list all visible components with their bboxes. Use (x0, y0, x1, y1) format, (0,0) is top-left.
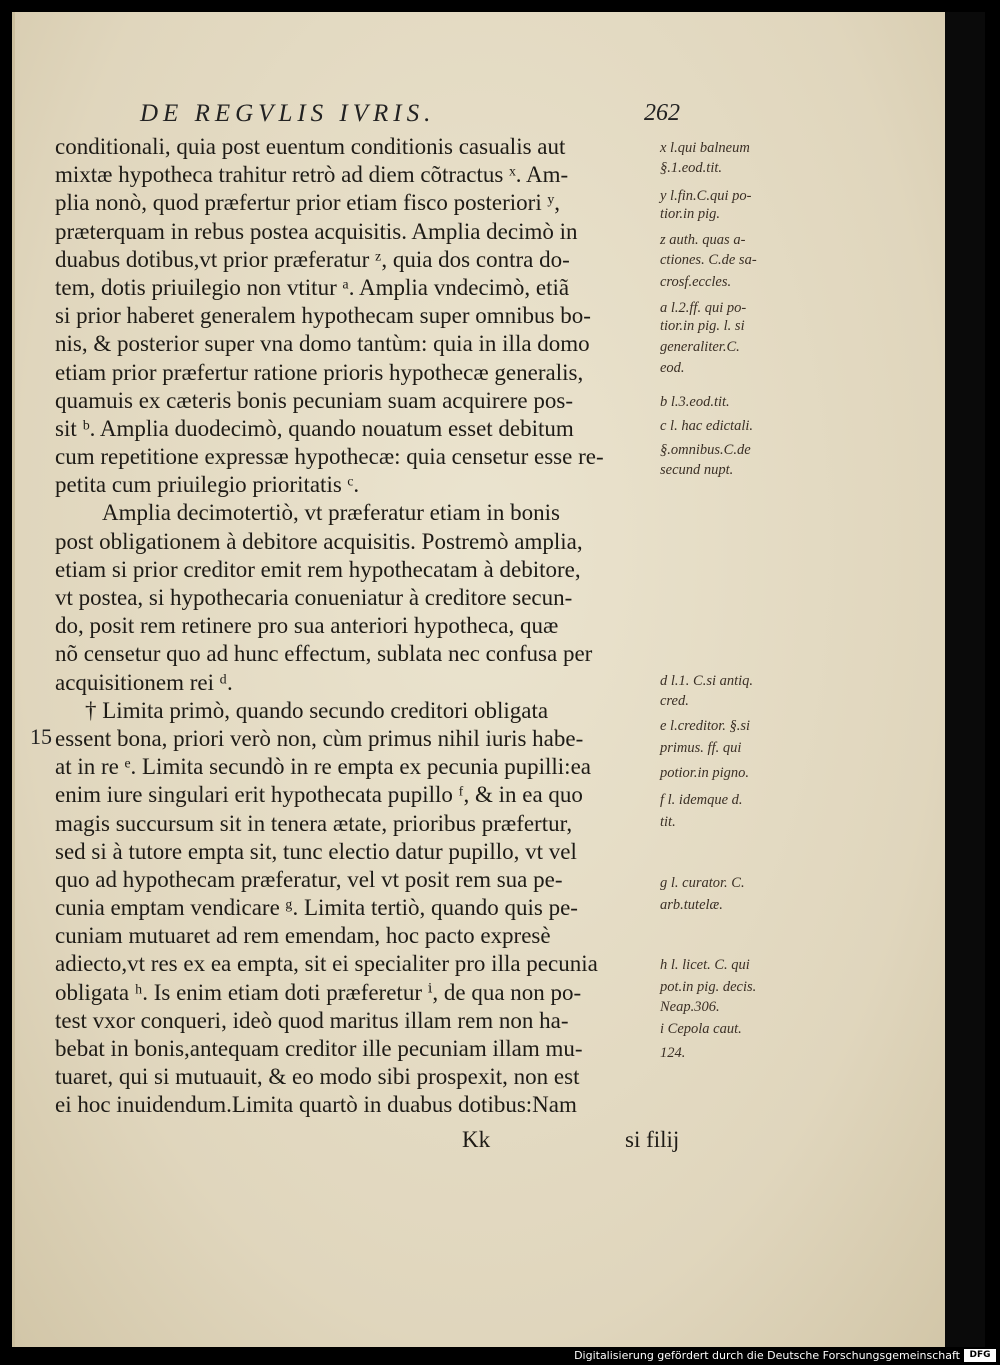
text-line: test vxor conqueri, ideò quod maritus illam rem non ha- (55, 1007, 569, 1033)
text-line: † Limita primò, quando secundo creditori obligata (85, 697, 549, 723)
margin-note: generaliter.C. (660, 339, 740, 355)
text-line: at in re ᵉ. Limita secundò in re empta ex pecunia pupilli:ea (55, 754, 591, 780)
text-line: nõ censetur quo ad hunc effectum, sublata nec confusa per (55, 641, 593, 667)
text-line: post obligationem à debitore acquisitis. Postremò amplia, (55, 528, 583, 554)
text-line: cunia emptam vendicare ᵍ. Limita tertiò, quando quis pe- (55, 895, 578, 921)
text-line: petita cum priuilegio prioritatis ᶜ. (55, 472, 360, 498)
margin-note: cred. (660, 693, 689, 709)
margin-note: potior.in pigno. (660, 765, 750, 781)
margin-note: ctiones. C.de sa- (660, 252, 757, 268)
text-line: acquisitionem rei ᵈ. (55, 669, 233, 695)
margin-note: i Cepola caut. (660, 1021, 742, 1037)
text-line: sit ᵇ. Amplia duodecimò, quando nouatum esset debitum (55, 415, 574, 441)
text-line: etiam si prior creditor emit rem hypothecatam à debitore, (55, 556, 581, 582)
text-line: quo ad hypothecam præferatur, vel vt posit rem sua pe- (55, 866, 563, 892)
margin-note: arb.tutelæ. (660, 897, 723, 913)
text-line: adiecto,vt res ex ea empta, sit ei specialiter pro illa pecunia (55, 951, 598, 977)
text-line: ei hoc inuidendum.Limita quartò in duabus dotibus:Nam (55, 1092, 577, 1118)
text-line: quamuis ex cæteris bonis pecuniam suam acquirere pos- (55, 387, 573, 413)
text-line: vt postea, si hypothecaria conueniatur à creditore secun- (55, 585, 573, 610)
text-line: si prior haberet generalem hypothecam super omnibus bo- (55, 303, 591, 329)
margin-note: 124. (660, 1045, 686, 1061)
margin-note: b l.3.eod.tit. (660, 394, 730, 410)
margin-note: secund nupt. (660, 462, 734, 478)
margin-note: primus. ff. qui (660, 740, 742, 756)
margin-note: tit. (660, 814, 676, 830)
margin-note: d l.1. C.si antiq. (660, 673, 754, 689)
text-line: do, posit rem retinere pro sua anteriori hypotheca, quæ (55, 613, 559, 639)
text-line: cuniam mutuaret ad rem emendam, hoc pacto expresè (55, 923, 551, 949)
text-line: sed si à tutore empta sit, tunc electio datur pupillo, vt vel (55, 838, 577, 864)
margin-note: z auth. quas a- (660, 232, 746, 248)
text-line: obligata ʰ. Is enim etiam doti præferetur ⁱ, de qua non po- (55, 979, 582, 1005)
margin-note: e l.creditor. §.si (660, 718, 751, 734)
text-line: magis succursum sit in tenera ætate, prioribus præfertur, (55, 810, 573, 836)
running-title: DE REGVLIS IVRIS. (140, 100, 436, 127)
text-line: tem, dotis priuilegio non vtitur ᵃ. Amplia vndecimò, etiã (55, 274, 570, 300)
text-line: mixtæ hypotheca trahitur retrò ad diem cõtractus ˣ. Am- (55, 162, 569, 188)
margin-note: g l. curator. C. (660, 875, 745, 891)
margin-note: f l. idemque d. (660, 792, 743, 808)
running-header (140, 100, 680, 136)
section-marker: 15 (30, 724, 52, 749)
text-line: conditionali, quia post euentum conditionis casualis aut (55, 134, 566, 159)
margin-note: eod. (660, 360, 685, 376)
margin-note: tior.in pig. l. si (660, 318, 745, 334)
text-line: nis, & posterior super vna domo tantùm: quia in illa domo (55, 331, 590, 357)
catchword: si filij (625, 1127, 680, 1152)
margin-note: pot.in pig. decis. (660, 979, 757, 995)
margin-note: §.omnibus.C.de (660, 442, 751, 458)
text-line: Amplia decimotertiò, vt præferatur etiam in bonis (102, 500, 560, 526)
margin-note: tior.in pig. (660, 206, 721, 222)
margin-note: §.1.eod.tit. (660, 160, 723, 176)
margin-note: y l.fin.C.qui po- (660, 188, 752, 204)
body-text (55, 133, 695, 1120)
margin-note: c l. hac edictali. (660, 418, 754, 434)
margin-note: crosf.eccles. (660, 274, 732, 290)
text-line: duabus dotibus,vt prior præferatur ᶻ, quia dos contra do- (55, 246, 570, 272)
text-line: cum repetitione expressæ hypothecæ: quia censetur esse re- (55, 444, 604, 470)
margin-note: x l.qui balneum (660, 140, 750, 156)
text-line: essent bona, priori verò non, cùm primus nihil iuris habe- (55, 725, 584, 751)
text-line: præterquam in rebus postea acquisitis. Amplia decimò in (55, 218, 578, 244)
dfg-logo: DFG (964, 1349, 996, 1362)
margin-note: a l.2.ff. qui po- (660, 300, 747, 316)
text-line: tuaret, qui si mutuauit, & eo modo sibi prospexit, non est (55, 1064, 580, 1090)
text-line: plia nonò, quod præfertur prior etiam fisco posteriori ʸ, (55, 190, 561, 216)
funding-credit: Digitalisierung gefördert durch die Deutsche Forschungsgemeinschaft (574, 1349, 960, 1362)
margin-note: h l. licet. C. qui (660, 957, 750, 973)
text-line: bebat in bonis,antequam creditor ille pecuniam illam mu- (55, 1036, 583, 1061)
scan-border (945, 12, 985, 1347)
text-line: enim iure singulari erit hypothecata pupillo ᶠ, & in ea quo (55, 782, 583, 808)
margin-note: Neap.306. (660, 999, 720, 1015)
text-line: etiam prior præfertur ratione prioris hypothecæ generalis, (55, 359, 584, 385)
page-number: 262 (644, 100, 680, 126)
signature-mark: Kk (462, 1127, 491, 1152)
